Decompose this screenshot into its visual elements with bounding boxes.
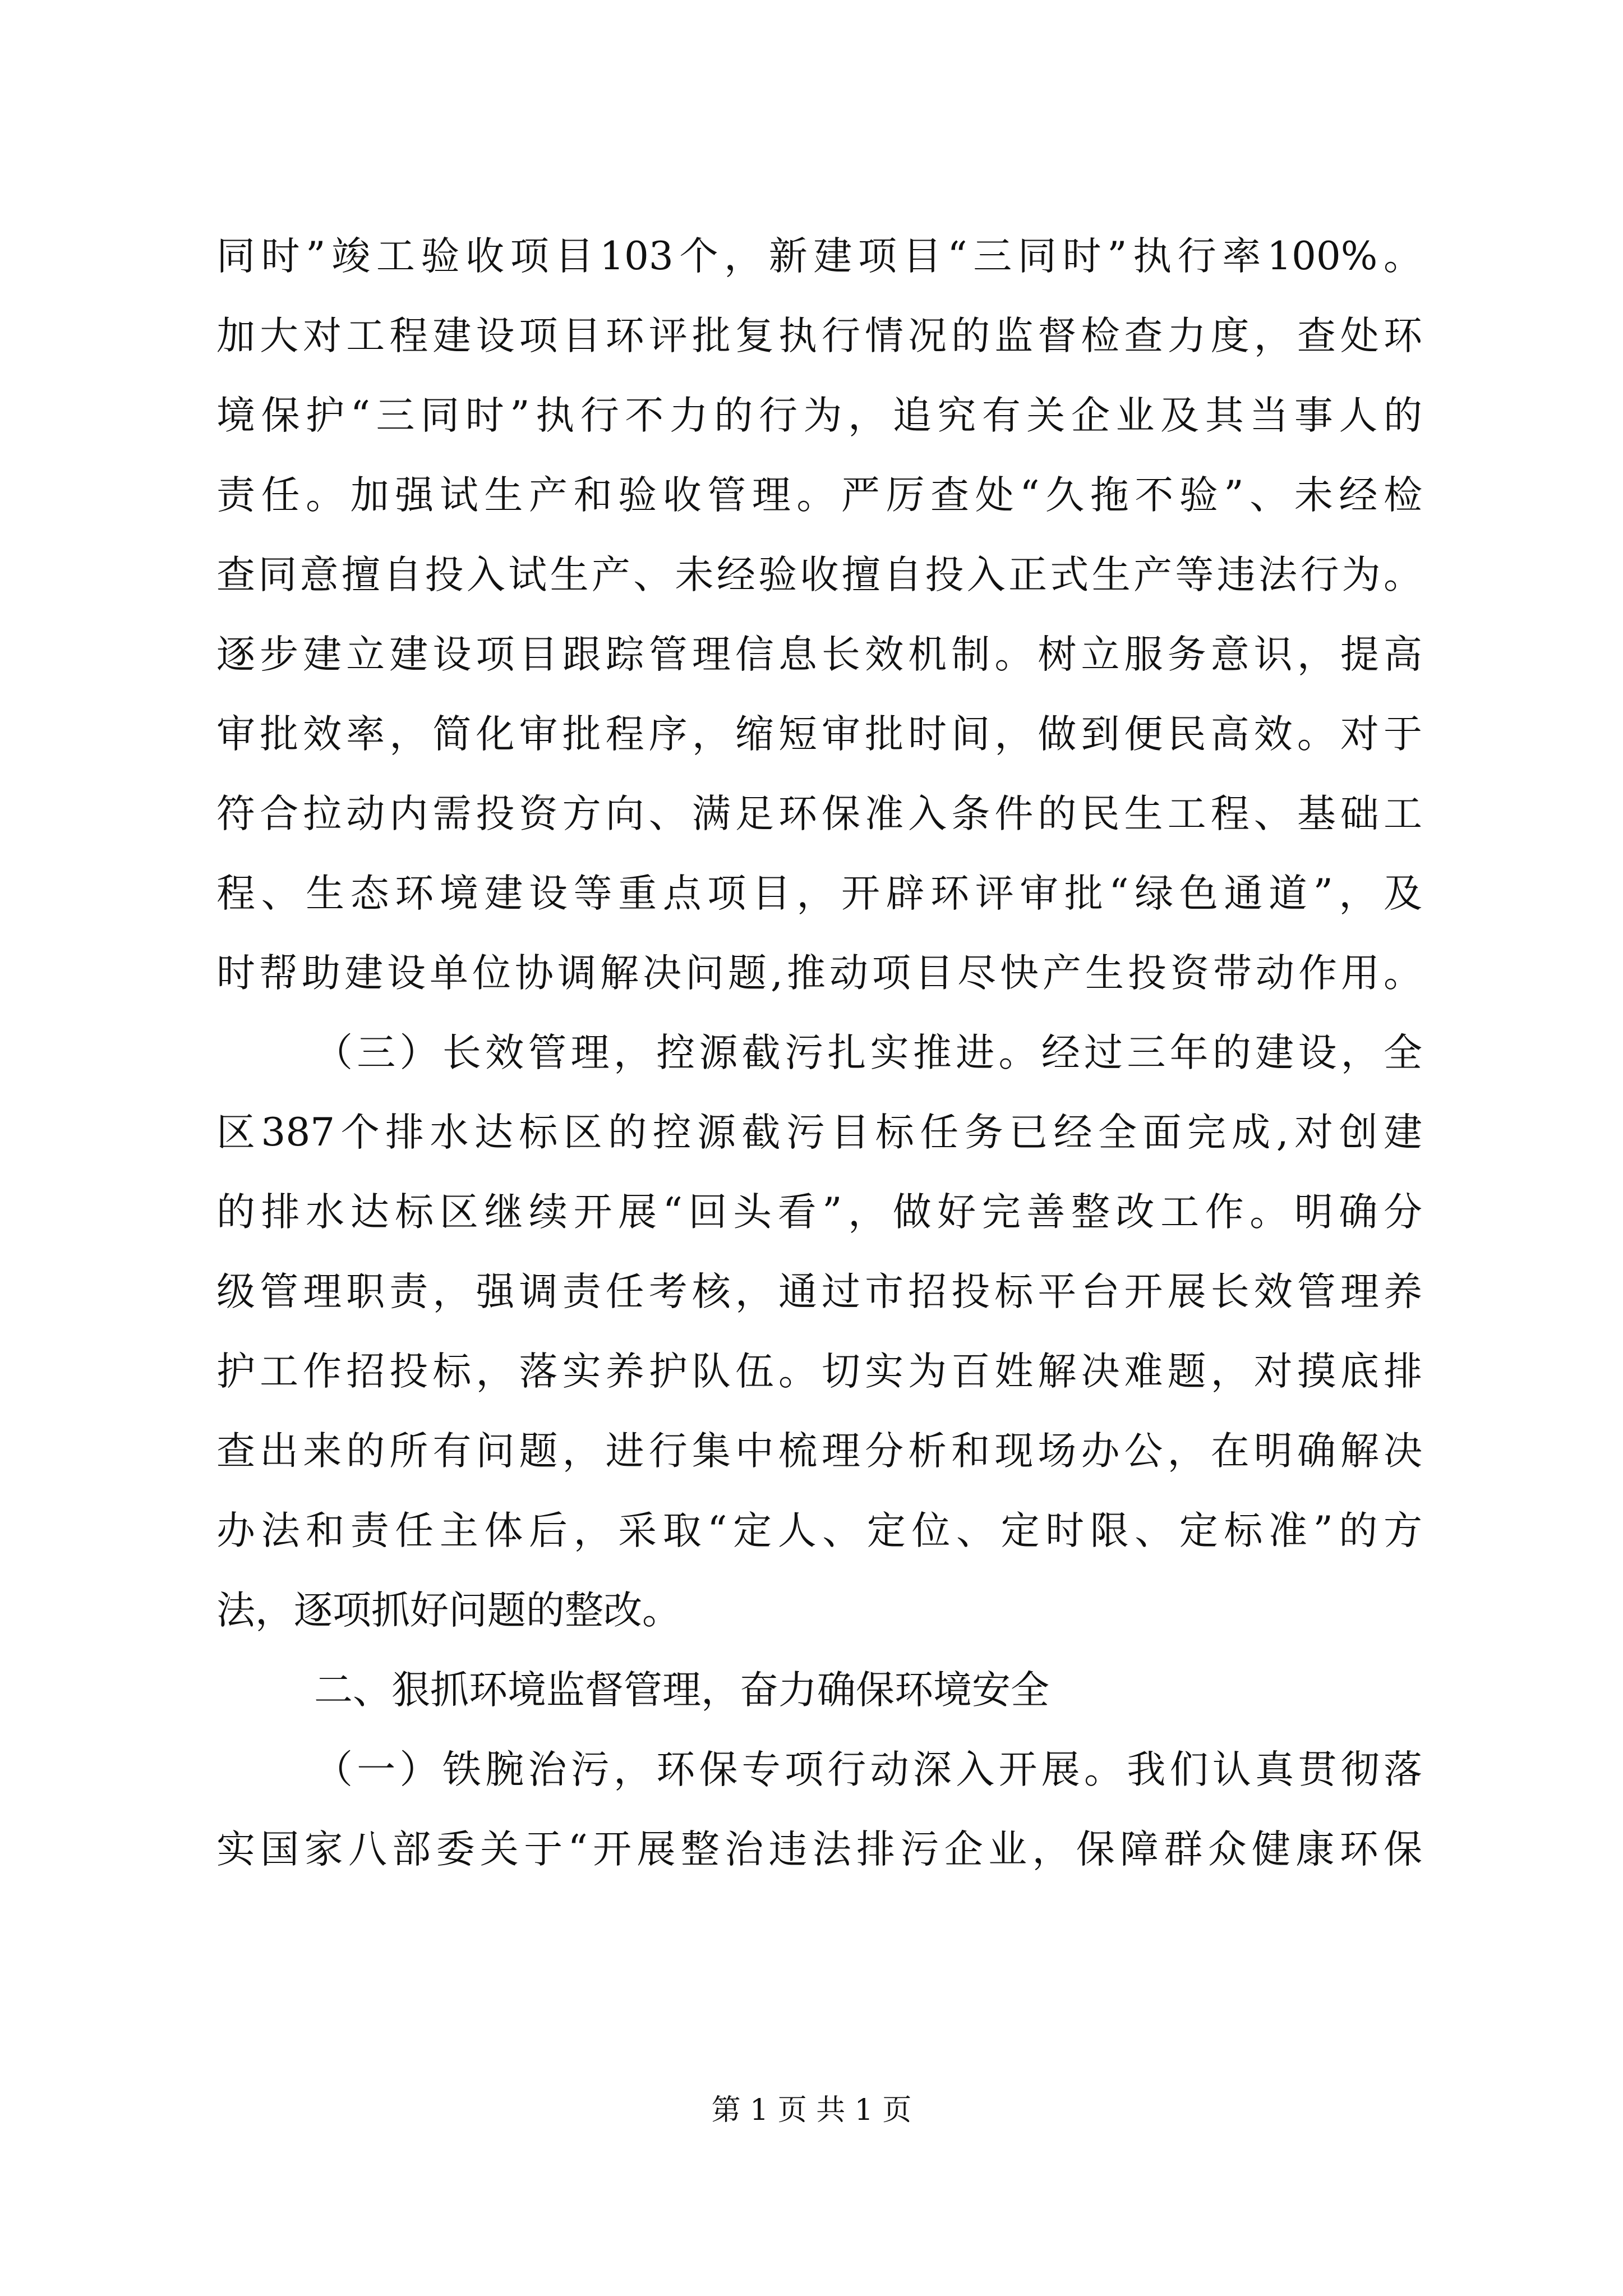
text-line: 审批效率，简化审批程序，缩短审批时间，做到便民高效。对于	[216, 712, 1422, 757]
text-line: 查同意擅自投入试生产、未经验收擅自投入正式生产等违法行为。	[216, 553, 1422, 597]
text-line: 时帮助建设单位协调解决问题,推动项目尽快产生投资带动作用。	[216, 951, 1422, 996]
text-line: 同时”竣工验收项目103个，新建项目“三同时”执行率100%。	[216, 234, 1422, 279]
text-line: 实国家八部委关于“开展整治违法排污企业，保障群众健康环保	[216, 1827, 1422, 1872]
text-line: 程、生态环境建设等重点项目，开辟环评审批“绿色通道”，及	[216, 871, 1422, 916]
text-line: 境保护“三同时”执行不力的行为，追究有关企业及其当事人的	[216, 393, 1422, 438]
text-line: 的排水达标区继续开展“回头看”，做好完善整改工作。明确分	[216, 1190, 1422, 1235]
text-line: 区387个排水达标区的控源截污目标任务已经全面完成,对创建	[216, 1110, 1422, 1155]
document-body	[216, 217, 1422, 1889]
text-line: 责任。加强试生产和验收管理。严厉查处“久拖不验”、未经检	[216, 473, 1422, 518]
text-line: 符合拉动内需投资方向、满足环保准入条件的民生工程、基础工	[216, 792, 1422, 836]
section-heading-line: （一）铁腕治污，环保专项行动深入开展。我们认真贯彻落	[314, 1747, 1422, 1792]
text-line: 逐步建立建设项目跟踪管理信息长效机制。树立服务意识，提高	[216, 632, 1422, 677]
section-heading-line: （三）长效管理，控源截污扎实推进。经过三年的建设，全	[314, 1030, 1422, 1075]
text-line: 护工作招投标，落实养护队伍。切实为百姓解决难题，对摸底排	[216, 1349, 1422, 1394]
text-line: 查出来的所有问题，进行集中梳理分析和现场办公，在明确解决	[216, 1429, 1422, 1474]
text-line: 办法和责任主体后，采取“定人、定位、定时限、定标准”的方	[216, 1508, 1422, 1553]
text-line: 级管理职责，强调责任考核，通过市招投标平台开展长效管理养	[216, 1269, 1422, 1314]
text-line: 法，逐项抓好问题的整改。	[216, 1588, 681, 1633]
text-line: 加大对工程建设项目环评批复执行情况的监督检查力度，查处环	[216, 314, 1422, 358]
page-footer: 第 1 页 共 1 页	[711, 2093, 912, 2127]
section-heading: 二、狠抓环境监督管理，奋力确保环境安全	[314, 1668, 1049, 1713]
